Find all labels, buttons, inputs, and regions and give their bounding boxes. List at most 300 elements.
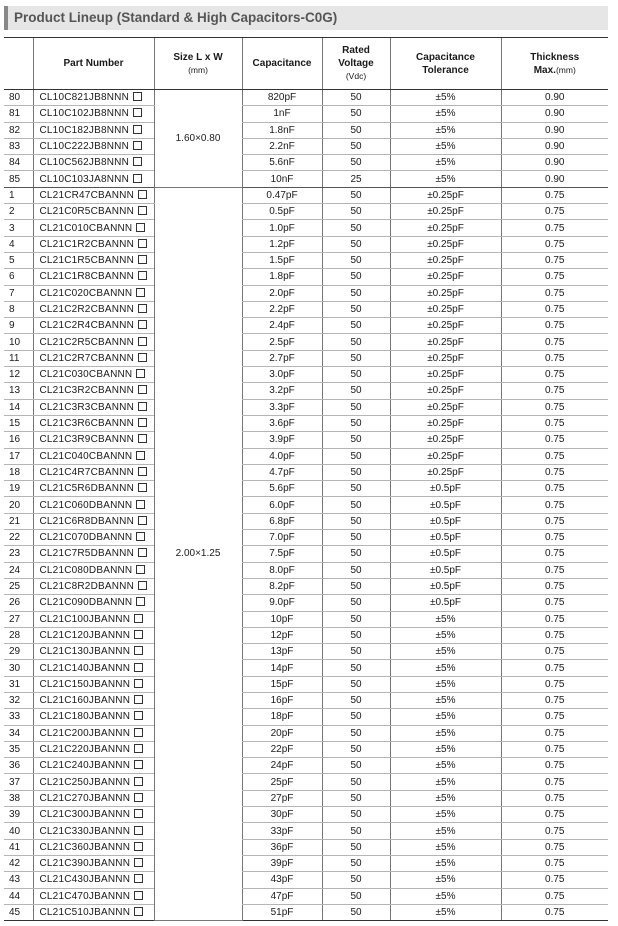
checkbox-square-icon <box>134 874 143 883</box>
table-row <box>4 725 608 741</box>
rated-voltage: 50 <box>322 318 390 334</box>
thickness-max: 0.75 <box>501 595 608 611</box>
table-row <box>4 872 608 888</box>
table-row <box>4 301 608 317</box>
part-number: CL21C130JBANNN <box>33 644 154 660</box>
capacitance: 3.6pF <box>242 415 322 431</box>
table-row <box>4 399 608 415</box>
rated-voltage: 50 <box>322 644 390 660</box>
capacitance-tolerance: ±0.25pF <box>390 448 501 464</box>
rated-voltage: 50 <box>322 790 390 806</box>
rated-voltage: 50 <box>322 399 390 415</box>
rated-voltage: 50 <box>322 595 390 611</box>
rated-voltage: 50 <box>322 578 390 594</box>
part-number: CL21C140JBANNN <box>33 660 154 676</box>
row-number: 21 <box>4 513 33 529</box>
row-number: 43 <box>4 872 33 888</box>
capacitance: 10nF <box>242 171 322 187</box>
table-body <box>4 90 608 921</box>
row-number: 8 <box>4 301 33 317</box>
capacitance-tolerance: ±0.25pF <box>390 350 501 366</box>
row-number: 25 <box>4 578 33 594</box>
capacitance-tolerance: ±0.25pF <box>390 252 501 268</box>
header-capacitance: Capacitance <box>242 38 322 90</box>
table-row <box>4 252 608 268</box>
rated-voltage: 50 <box>322 138 390 154</box>
part-number: CL21C020CBANNN <box>33 285 154 301</box>
capacitance-tolerance: ±5% <box>390 709 501 725</box>
row-number: 12 <box>4 367 33 383</box>
part-number: CL21C080DBANNN <box>33 562 154 578</box>
header-rated-voltage: Rated Voltage (Vdc) <box>322 38 390 90</box>
row-number: 35 <box>4 741 33 757</box>
row-number: 23 <box>4 546 33 562</box>
table-row <box>4 497 608 513</box>
part-number: CL21C3R2CBANNN <box>33 383 154 399</box>
capacitance: 5.6pF <box>242 481 322 497</box>
capacitance-tolerance: ±0.5pF <box>390 578 501 594</box>
thickness-max: 0.75 <box>501 872 608 888</box>
checkbox-square-icon <box>138 548 147 557</box>
capacitance: 9.0pF <box>242 595 322 611</box>
checkbox-square-icon <box>138 190 147 199</box>
table-row <box>4 155 608 171</box>
capacitance-tolerance: ±5% <box>390 676 501 692</box>
capacitance-tolerance: ±5% <box>390 171 501 187</box>
checkbox-square-icon <box>133 108 142 117</box>
thickness-max: 0.75 <box>501 562 608 578</box>
thickness-max: 0.75 <box>501 367 608 383</box>
thickness-max: 0.75 <box>501 904 608 920</box>
checkbox-square-icon <box>138 255 147 264</box>
table-row <box>4 546 608 562</box>
rated-voltage: 50 <box>322 709 390 725</box>
checkbox-square-icon <box>138 516 147 525</box>
thickness-max: 0.75 <box>501 578 608 594</box>
part-number: CL21C3R9CBANNN <box>33 432 154 448</box>
part-number: CL21C0R5CBANNN <box>33 204 154 220</box>
capacitance-tolerance: ±0.5pF <box>390 513 501 529</box>
part-number: CL21C160JBANNN <box>33 692 154 708</box>
part-number: CL21C030CBANNN <box>33 367 154 383</box>
rated-voltage: 50 <box>322 823 390 839</box>
part-number: CL21C8R2DBANNN <box>33 578 154 594</box>
capacitance: 1nF <box>242 106 322 122</box>
checkbox-square-icon <box>134 842 143 851</box>
thickness-max: 0.75 <box>501 415 608 431</box>
thickness-max: 0.75 <box>501 448 608 464</box>
row-number: 5 <box>4 252 33 268</box>
rated-voltage: 50 <box>322 90 390 106</box>
table-row <box>4 464 608 480</box>
capacitance-tolerance: ±0.5pF <box>390 530 501 546</box>
rated-voltage: 50 <box>322 627 390 643</box>
row-number: 29 <box>4 644 33 660</box>
capacitance: 6.8pF <box>242 513 322 529</box>
checkbox-square-icon <box>138 467 147 476</box>
row-number: 41 <box>4 839 33 855</box>
checkbox-square-icon <box>134 826 143 835</box>
capacitance-tolerance: ±5% <box>390 106 501 122</box>
capacitance-tolerance: ±0.25pF <box>390 464 501 480</box>
table-row <box>4 595 608 611</box>
rated-voltage: 50 <box>322 855 390 871</box>
part-number: CL21C120JBANNN <box>33 627 154 643</box>
thickness-max: 0.75 <box>501 758 608 774</box>
table-row <box>4 627 608 643</box>
row-number: 16 <box>4 432 33 448</box>
capacitance-tolerance: ±5% <box>390 627 501 643</box>
capacitance-tolerance: ±0.25pF <box>390 187 501 203</box>
table-row <box>4 513 608 529</box>
capacitance-tolerance: ±5% <box>390 807 501 823</box>
thickness-max: 0.75 <box>501 432 608 448</box>
header-no <box>4 38 33 90</box>
checkbox-square-icon <box>134 809 143 818</box>
capacitance: 2.5pF <box>242 334 322 350</box>
checkbox-square-icon <box>138 434 147 443</box>
thickness-max: 0.75 <box>501 676 608 692</box>
table-row <box>4 432 608 448</box>
capacitance: 25pF <box>242 774 322 790</box>
thickness-max: 0.75 <box>501 383 608 399</box>
capacitance-tolerance: ±5% <box>390 122 501 138</box>
thickness-max: 0.75 <box>501 220 608 236</box>
part-number: CL21C100JBANNN <box>33 611 154 627</box>
row-number: 33 <box>4 709 33 725</box>
part-number: CL21C2R2CBANNN <box>33 301 154 317</box>
row-number: 10 <box>4 334 33 350</box>
row-number: 31 <box>4 676 33 692</box>
row-number: 18 <box>4 464 33 480</box>
rated-voltage: 50 <box>322 774 390 790</box>
capacitance: 5.6nF <box>242 155 322 171</box>
part-number: CL21C2R5CBANNN <box>33 334 154 350</box>
thickness-max: 0.75 <box>501 285 608 301</box>
checkbox-square-icon <box>134 777 143 786</box>
capacitance-tolerance: ±0.25pF <box>390 318 501 334</box>
part-number: CL21CR47CBANNN <box>33 187 154 203</box>
row-number: 84 <box>4 155 33 171</box>
part-number: CL21C1R2CBANNN <box>33 236 154 252</box>
row-number: 6 <box>4 269 33 285</box>
table-row <box>4 807 608 823</box>
rated-voltage: 50 <box>322 269 390 285</box>
thickness-max: 0.75 <box>501 399 608 415</box>
capacitance-tolerance: ±0.25pF <box>390 367 501 383</box>
checkbox-square-icon <box>138 402 147 411</box>
thickness-max: 0.75 <box>501 627 608 643</box>
thickness-max: 0.75 <box>501 481 608 497</box>
thickness-max: 0.75 <box>501 741 608 757</box>
capacitance-tolerance: ±5% <box>390 904 501 920</box>
part-number: CL21C010CBANNN <box>33 220 154 236</box>
capacitance-tolerance: ±0.25pF <box>390 269 501 285</box>
row-number: 38 <box>4 790 33 806</box>
capacitance: 7.5pF <box>242 546 322 562</box>
rated-voltage: 50 <box>322 758 390 774</box>
capacitance: 6.0pF <box>242 497 322 513</box>
capacitance-tolerance: ±0.25pF <box>390 334 501 350</box>
table-row <box>4 758 608 774</box>
part-number: CL21C6R8DBANNN <box>33 513 154 529</box>
checkbox-square-icon <box>138 271 147 280</box>
thickness-max: 0.75 <box>501 252 608 268</box>
row-number: 36 <box>4 758 33 774</box>
row-number: 9 <box>4 318 33 334</box>
row-number: 13 <box>4 383 33 399</box>
part-number: CL21C330JBANNN <box>33 823 154 839</box>
checkbox-square-icon <box>133 92 142 101</box>
capacitance-tolerance: ±5% <box>390 774 501 790</box>
part-number: CL21C060DBANNN <box>33 497 154 513</box>
capacitance: 4.0pF <box>242 448 322 464</box>
table-row <box>4 204 608 220</box>
checkbox-square-icon <box>138 304 147 313</box>
size-cell: 1.60×0.80 <box>154 90 242 188</box>
thickness-max: 0.75 <box>501 807 608 823</box>
thickness-max: 0.75 <box>501 236 608 252</box>
table-row <box>4 904 608 920</box>
capacitance: 15pF <box>242 676 322 692</box>
checkbox-square-icon <box>134 614 143 623</box>
capacitance-tolerance: ±0.25pF <box>390 399 501 415</box>
rated-voltage: 25 <box>322 171 390 187</box>
row-number: 45 <box>4 904 33 920</box>
checkbox-square-icon <box>133 174 142 183</box>
thickness-max: 0.75 <box>501 660 608 676</box>
capacitance: 1.8pF <box>242 269 322 285</box>
rated-voltage: 50 <box>322 236 390 252</box>
thickness-max: 0.75 <box>501 725 608 741</box>
table-row <box>4 448 608 464</box>
rated-voltage: 50 <box>322 350 390 366</box>
part-number: CL21C4R7CBANNN <box>33 464 154 480</box>
rated-voltage: 50 <box>322 562 390 578</box>
part-number: CL10C222JB8NNN <box>33 138 154 154</box>
part-number: CL21C360JBANNN <box>33 839 154 855</box>
rated-voltage: 50 <box>322 155 390 171</box>
rated-voltage: 50 <box>322 204 390 220</box>
checkbox-square-icon <box>138 320 147 329</box>
rated-voltage: 50 <box>322 367 390 383</box>
capacitance: 51pF <box>242 904 322 920</box>
table-row <box>4 334 608 350</box>
capacitance: 8.2pF <box>242 578 322 594</box>
capacitance: 10pF <box>242 611 322 627</box>
table-row <box>4 415 608 431</box>
checkbox-square-icon <box>138 206 147 215</box>
checkbox-square-icon <box>136 369 145 378</box>
row-number: 28 <box>4 627 33 643</box>
thickness-max: 0.75 <box>501 269 608 285</box>
part-number: CL21C220JBANNN <box>33 741 154 757</box>
capacitance: 3.0pF <box>242 367 322 383</box>
rated-voltage: 50 <box>322 872 390 888</box>
capacitance-tolerance: ±0.5pF <box>390 481 501 497</box>
table-row <box>4 383 608 399</box>
thickness-max: 0.90 <box>501 106 608 122</box>
header-tolerance: Capacitance Tolerance <box>390 38 501 90</box>
checkbox-square-icon <box>134 630 143 639</box>
part-number: CL21C2R4CBANNN <box>33 318 154 334</box>
thickness-max: 0.75 <box>501 350 608 366</box>
row-number: 81 <box>4 106 33 122</box>
page-title: Product Lineup (Standard & High Capacitors-C0G) <box>4 6 608 30</box>
capacitance: 7.0pF <box>242 530 322 546</box>
capacitance: 2.0pF <box>242 285 322 301</box>
table-row <box>4 741 608 757</box>
capacitance: 2.4pF <box>242 318 322 334</box>
checkbox-square-icon <box>134 891 143 900</box>
thickness-max: 0.75 <box>501 464 608 480</box>
row-number: 4 <box>4 236 33 252</box>
capacitance-tolerance: ±5% <box>390 660 501 676</box>
part-number: CL21C3R6CBANNN <box>33 415 154 431</box>
part-number: CL21C040CBANNN <box>33 448 154 464</box>
thickness-max: 0.90 <box>501 122 608 138</box>
part-number: CL21C1R5CBANNN <box>33 252 154 268</box>
capacitance: 14pF <box>242 660 322 676</box>
row-number: 19 <box>4 481 33 497</box>
row-number: 14 <box>4 399 33 415</box>
capacitance: 4.7pF <box>242 464 322 480</box>
table-row <box>4 611 608 627</box>
table-row <box>4 318 608 334</box>
capacitance-tolerance: ±0.25pF <box>390 220 501 236</box>
rated-voltage: 50 <box>322 187 390 203</box>
capacitance: 24pF <box>242 758 322 774</box>
checkbox-square-icon <box>134 858 143 867</box>
part-number: CL21C2R7CBANNN <box>33 350 154 366</box>
capacitance-tolerance: ±0.25pF <box>390 301 501 317</box>
capacitance-tolerance: ±0.25pF <box>390 285 501 301</box>
table-row <box>4 171 608 187</box>
table-row <box>4 709 608 725</box>
capacitance: 18pF <box>242 709 322 725</box>
capacitance-tolerance: ±5% <box>390 839 501 855</box>
row-number: 85 <box>4 171 33 187</box>
row-number: 24 <box>4 562 33 578</box>
checkbox-square-icon <box>136 565 145 574</box>
header-thickness: Thickness Max.(mm) <box>501 38 608 90</box>
row-number: 27 <box>4 611 33 627</box>
row-number: 11 <box>4 350 33 366</box>
checkbox-square-icon <box>134 695 143 704</box>
capacitance: 33pF <box>242 823 322 839</box>
thickness-max: 0.75 <box>501 644 608 660</box>
part-number: CL10C103JA8NNN <box>33 171 154 187</box>
capacitance-tolerance: ±0.5pF <box>390 497 501 513</box>
rated-voltage: 50 <box>322 220 390 236</box>
thickness-max: 0.75 <box>501 334 608 350</box>
checkbox-square-icon <box>138 353 147 362</box>
table-row <box>4 774 608 790</box>
rated-voltage: 50 <box>322 383 390 399</box>
rated-voltage: 50 <box>322 106 390 122</box>
header-part-number: Part Number <box>33 38 154 90</box>
rated-voltage: 50 <box>322 546 390 562</box>
rated-voltage: 50 <box>322 448 390 464</box>
rated-voltage: 50 <box>322 611 390 627</box>
part-number: CL21C090DBANNN <box>33 595 154 611</box>
row-number: 44 <box>4 888 33 904</box>
table-row <box>4 578 608 594</box>
table-row <box>4 530 608 546</box>
capacitance: 20pF <box>242 725 322 741</box>
part-number: CL21C430JBANNN <box>33 872 154 888</box>
capacitance: 30pF <box>242 807 322 823</box>
table-row <box>4 562 608 578</box>
row-number: 17 <box>4 448 33 464</box>
table-row <box>4 138 608 154</box>
capacitance: 22pF <box>242 741 322 757</box>
part-number: CL21C510JBANNN <box>33 904 154 920</box>
product-lineup-table <box>4 37 608 921</box>
capacitance-tolerance: ±5% <box>390 725 501 741</box>
row-number: 20 <box>4 497 33 513</box>
table-row <box>4 350 608 366</box>
row-number: 82 <box>4 122 33 138</box>
thickness-max: 0.75 <box>501 546 608 562</box>
part-number: CL10C821JB8NNN <box>33 90 154 106</box>
rated-voltage: 50 <box>322 301 390 317</box>
row-number: 40 <box>4 823 33 839</box>
rated-voltage: 50 <box>322 692 390 708</box>
thickness-max: 0.75 <box>501 790 608 806</box>
rated-voltage: 50 <box>322 252 390 268</box>
rated-voltage: 50 <box>322 415 390 431</box>
checkbox-square-icon <box>136 451 145 460</box>
checkbox-square-icon <box>134 663 143 672</box>
checkbox-square-icon <box>134 646 143 655</box>
capacitance-tolerance: ±5% <box>390 692 501 708</box>
part-number: CL21C300JBANNN <box>33 807 154 823</box>
header-size: Size L x W (mm) <box>154 38 242 90</box>
capacitance-tolerance: ±0.5pF <box>390 595 501 611</box>
table-row <box>4 644 608 660</box>
capacitance: 2.2pF <box>242 301 322 317</box>
row-number: 7 <box>4 285 33 301</box>
thickness-max: 0.75 <box>501 318 608 334</box>
checkbox-square-icon <box>138 483 147 492</box>
row-number: 39 <box>4 807 33 823</box>
rated-voltage: 50 <box>322 530 390 546</box>
rated-voltage: 50 <box>322 660 390 676</box>
rated-voltage: 50 <box>322 725 390 741</box>
row-number: 22 <box>4 530 33 546</box>
capacitance: 3.2pF <box>242 383 322 399</box>
checkbox-square-icon <box>138 239 147 248</box>
part-number: CL21C200JBANNN <box>33 725 154 741</box>
capacitance-tolerance: ±5% <box>390 823 501 839</box>
rated-voltage: 50 <box>322 464 390 480</box>
capacitance: 36pF <box>242 839 322 855</box>
capacitance: 1.5pF <box>242 252 322 268</box>
checkbox-square-icon <box>136 532 145 541</box>
thickness-max: 0.75 <box>501 530 608 546</box>
part-number: CL10C562JB8NNN <box>33 155 154 171</box>
capacitance-tolerance: ±0.5pF <box>390 546 501 562</box>
table-row <box>4 106 608 122</box>
part-number: CL21C240JBANNN <box>33 758 154 774</box>
thickness-max: 0.75 <box>501 888 608 904</box>
rated-voltage: 50 <box>322 334 390 350</box>
part-number: CL21C150JBANNN <box>33 676 154 692</box>
row-number: 32 <box>4 692 33 708</box>
capacitance-tolerance: ±0.25pF <box>390 415 501 431</box>
capacitance: 3.3pF <box>242 399 322 415</box>
